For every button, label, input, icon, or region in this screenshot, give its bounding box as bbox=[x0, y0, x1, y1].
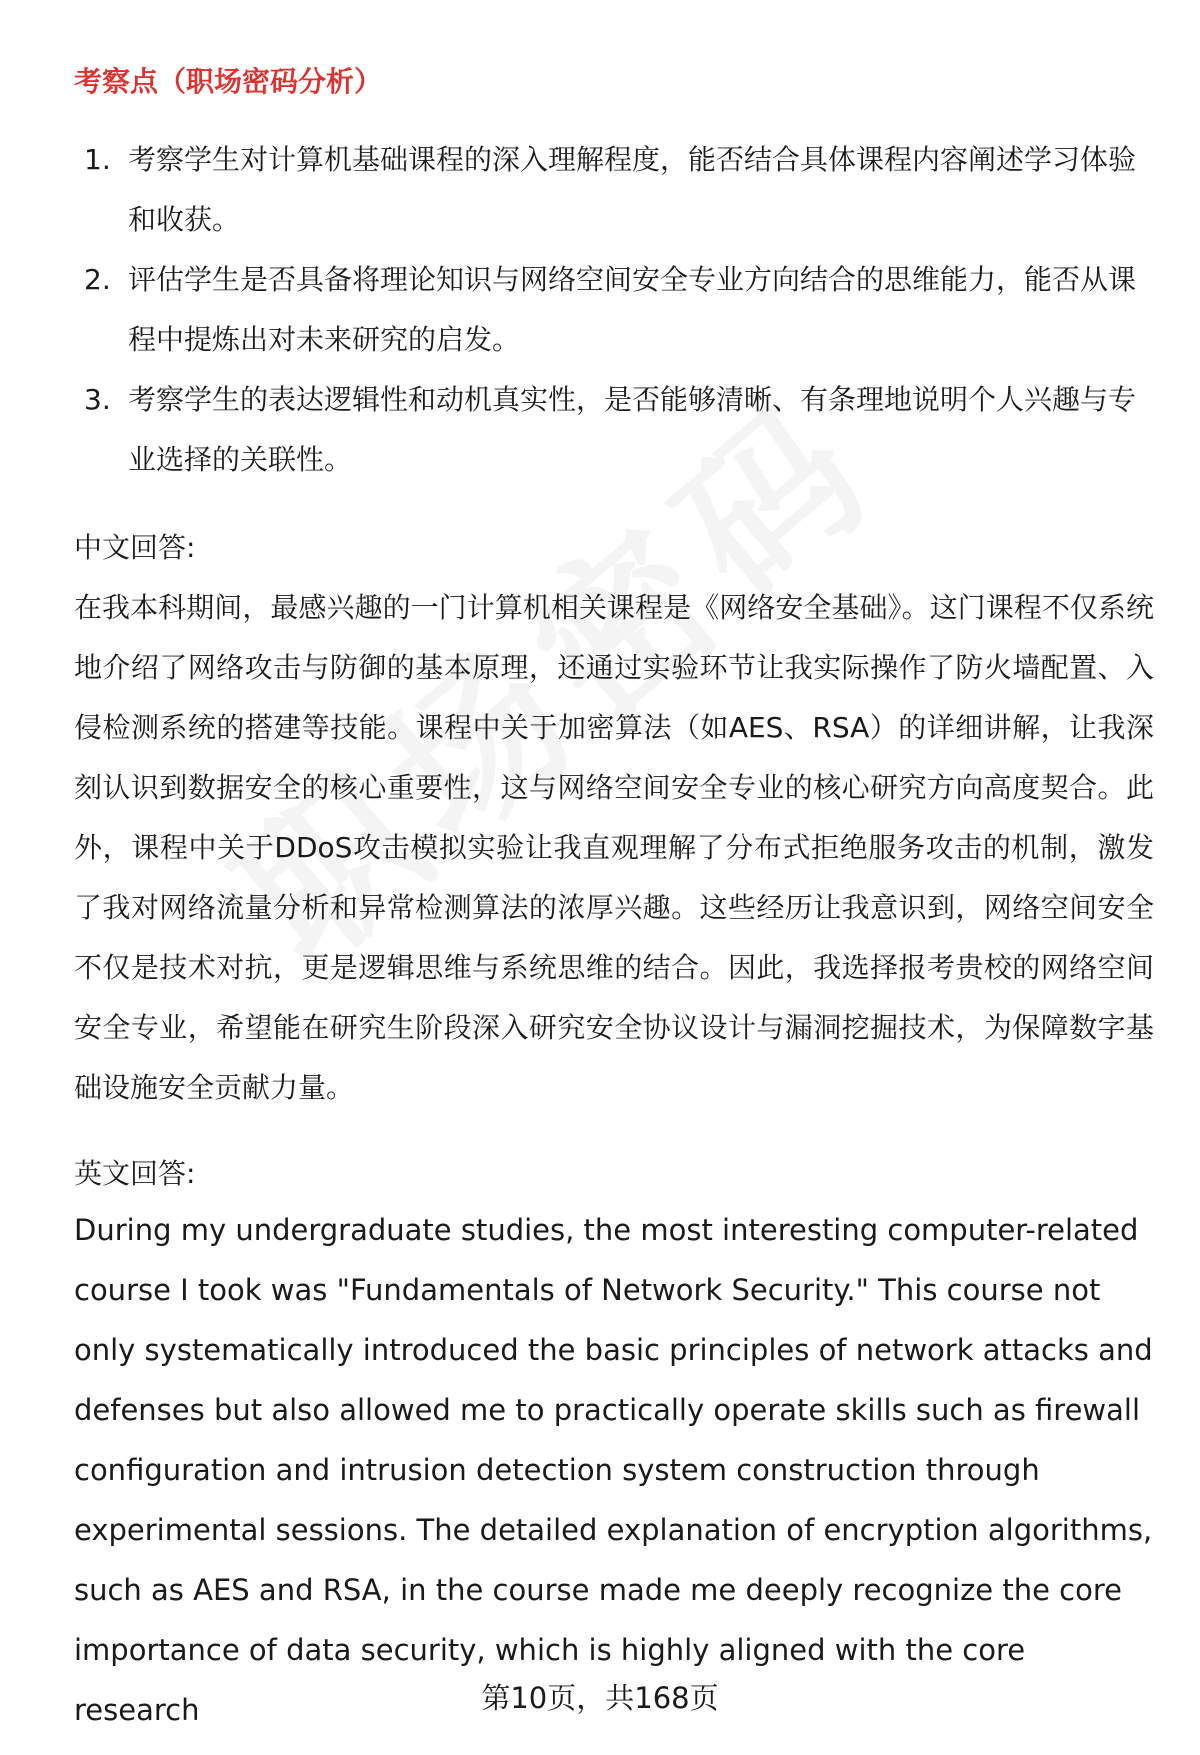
list-item-number: 3. bbox=[84, 383, 111, 416]
assessment-points-list bbox=[84, 130, 1144, 490]
list-item-number: 2. bbox=[84, 263, 111, 296]
list-item-number: 1. bbox=[84, 143, 111, 176]
section-title: 考察点（职场密码分析） bbox=[74, 65, 383, 98]
page-footer: 第10页，共168页 bbox=[481, 1681, 719, 1715]
chinese-answer-heading: 中文回答: bbox=[74, 531, 196, 564]
list-item bbox=[84, 250, 1144, 370]
list-item-text: 考察学生对计算机基础课程的深入理解程度，能否结合具体课程内容阐述学习体验和收获。 bbox=[128, 143, 1137, 236]
english-answer-heading: 英文回答: bbox=[74, 1157, 196, 1190]
list-item bbox=[84, 130, 1144, 250]
list-item-text: 评估学生是否具备将理论知识与网络空间安全专业方向结合的思维能力，能否从课程中提炼出对未来研究的启发。 bbox=[128, 263, 1137, 356]
list-item bbox=[84, 370, 1144, 490]
chinese-answer-paragraph: 在我本科期间，最感兴趣的一门计算机相关课程是《网络安全基础》。这门课程不仅系统地介绍了网络攻击与防御的基本原理，还通过实验环节让我实际操作了防火墙配置、入侵检测系统的搭建等技能。课程中关于加密算法（如AES、RSA）的详细讲解，让我深刻认识到数据安全的核心重要性，这与网络空间安全专业的核心研究方向高度契合。此外，课程中关于DDoS攻击模拟实验让我直观理解了分布式拒绝服务攻击的机制，激发了我对网络流量分析和异常检测算法的浓厚兴趣。这些经历让我意识到，网络空间安全不仅是技术对抗，更是逻辑思维与系统思维的结合。因此，我选择报考贵校的网络空间安全专业，希望能在研究生阶段深入研究安全协议设计与漏洞挖掘技术，为保障数字基础设施安全贡献力量。 bbox=[74, 591, 1154, 1104]
list-item-text: 考察学生的表达逻辑性和动机真实性，是否能够清晰、有条理地说明个人兴趣与专业选择的关联性。 bbox=[128, 383, 1137, 476]
english-answer-paragraph: During my undergraduate studies, the most interesting computer-related course I took was "Fundamentals of Network Security." This course not only systematically introduced the basic principles of network attacks and defenses but also allowed me to practically operate skills such as firewall configuration and intrusion detection system construction through experimental sessions. The detailed explanation of encryption algorithms, such as AES and RSA, in the course made me deeply recognize the core importance of data security, which is highly aligned with the core research bbox=[74, 1213, 1153, 1727]
